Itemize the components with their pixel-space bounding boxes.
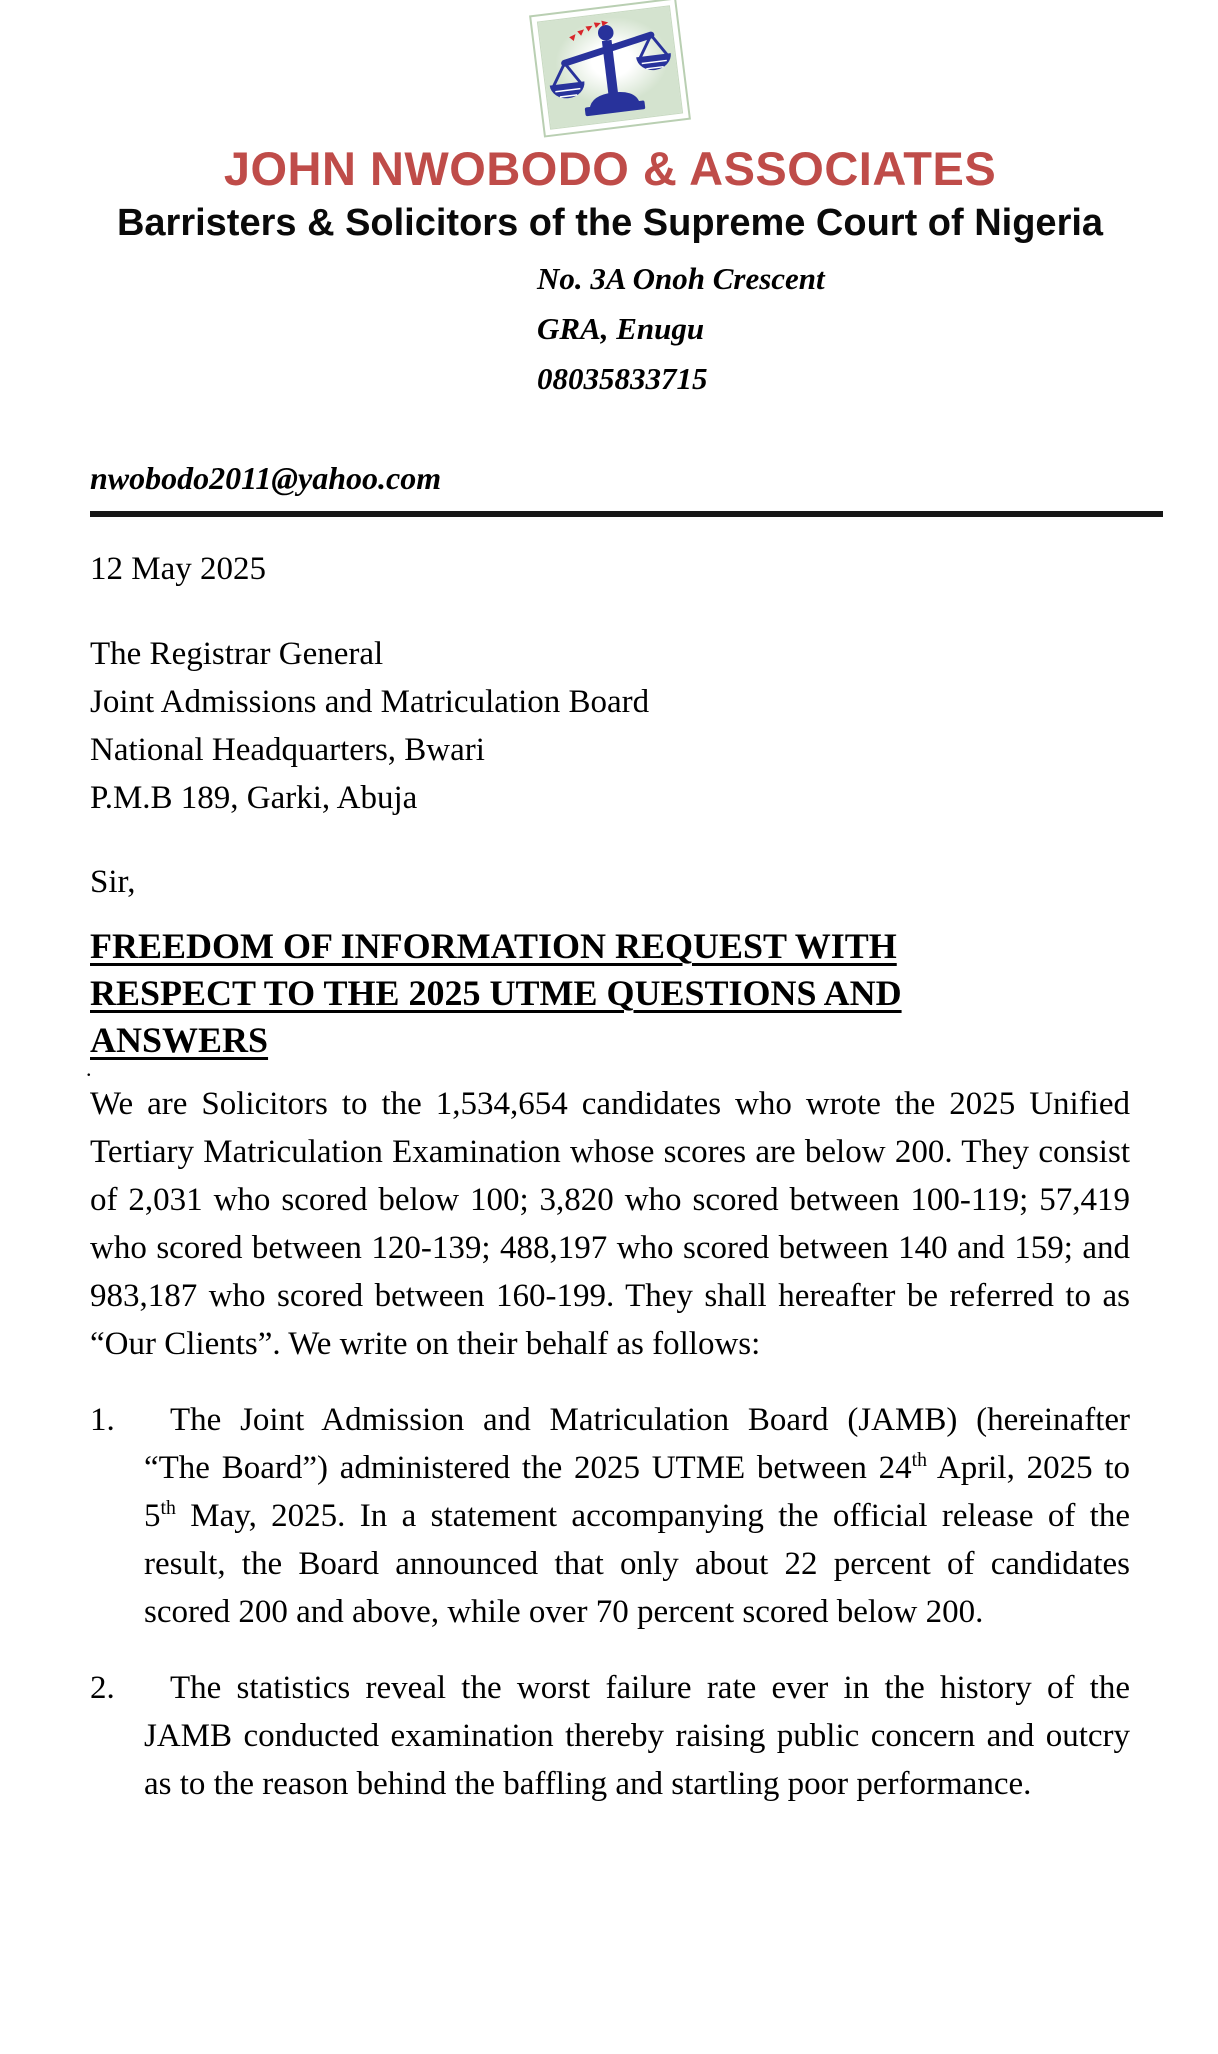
firm-logo [529, 0, 691, 137]
letterhead-divider [90, 511, 1163, 517]
firm-tagline: Barristers & Solicitors of the Supreme Court of Nigeria [116, 201, 1104, 244]
letter-date: 12 May 2025 [90, 551, 266, 588]
salutation: Sir, [90, 864, 136, 901]
recipient-block [90, 630, 1130, 822]
logo-background [537, 5, 683, 129]
list-item-2 [90, 1664, 1130, 1808]
subject-line: RESPECT TO THE 2025 UTME QUESTIONS AND [90, 973, 902, 1014]
firm-address-block [537, 254, 1130, 404]
text-fragment: May, 2025. In a statement accompanying the official release of the result, the Board announced that only about 22 percent of candidates scored 200 and above, while over 70 percent scored below 200. [144, 1498, 1130, 1631]
numbered-list [90, 1396, 1130, 1808]
ordinal-suffix: th [911, 1449, 928, 1472]
firm-name: JOHN NWOBODO & ASSOCIATES [223, 141, 997, 195]
text-fragment: The Joint Admission and Matriculation Board (JAMB) (hereinafter “The Board”) administered the 2025 UTME between 24 [144, 1402, 1130, 1487]
list-item-1 [90, 1396, 1130, 1636]
ordinal-suffix: th [160, 1497, 176, 1520]
list-item-text [144, 1396, 1130, 1636]
subject-line: ANSWERS [90, 1020, 269, 1061]
text-fragment: April, 2025 to 5 [144, 1450, 1130, 1535]
letter-page [0, 6, 1218, 1808]
recipient-line: National Headquarters, Bwari [90, 732, 485, 769]
address-line: No. 3A Onoh Crescent [537, 261, 825, 297]
list-item-number: 1. [90, 1402, 115, 1439]
recipient-line: The Registrar General [90, 636, 384, 673]
scales-of-justice-icon [540, 10, 679, 126]
phone-number: 08035833715 [537, 361, 708, 397]
list-item-text [144, 1664, 1130, 1808]
address-line: GRA, Enugu [537, 311, 705, 347]
recipient-line: Joint Admissions and Matriculation Board [90, 684, 650, 721]
stray-period-mark: . [86, 1056, 92, 1082]
firm-email: nwobodo2011@yahoo.com [90, 460, 442, 497]
subject-line: FREEDOM OF INFORMATION REQUEST WITH [90, 926, 897, 967]
subject-heading [90, 923, 1130, 1064]
intro-paragraph: We are Solicitors to the 1,534,654 candidates who wrote the 2025 Unified Tertiary Matriculation Examination whose scores are below 200. They consist of 2,031 who scored below 100; 3,820 who scored between 100-119; 57,419 who scored between 120-139; 488,197 who scored between 140 and 159; and 983,187 who scored between 160-199. They shall hereafter be referred to as “Our Clients”. We write on their behalf as follows: [90, 1086, 1130, 1363]
recipient-line: P.M.B 189, Garki, Abuja [90, 780, 418, 817]
list-item-number: 2. [90, 1670, 115, 1707]
logo-frame [529, 0, 691, 137]
text-fragment: The statistics reveal the worst failure rate ever in the history of the JAMB conducted examination thereby raising public concern and outcry as to the reason behind the baffling and startling poor performance. [144, 1670, 1130, 1803]
